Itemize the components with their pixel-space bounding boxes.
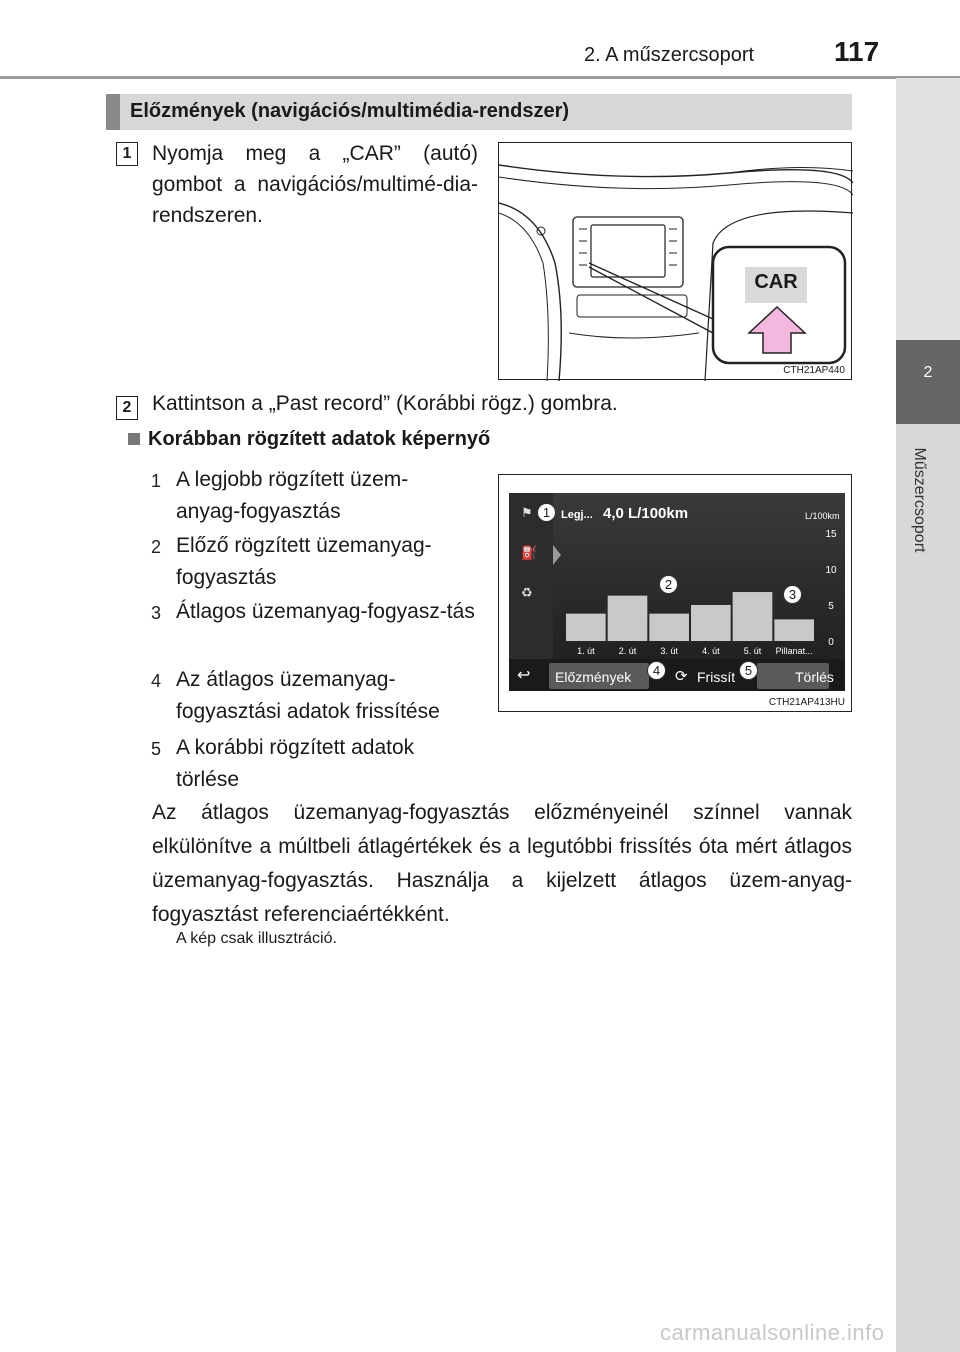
page-number: 117 [834,36,880,67]
figure-fuel-screen [498,474,852,712]
bar-label: 2. út [618,646,637,656]
best-label: Legj... [561,509,593,521]
y-tick-label: 10 [825,565,837,576]
callout-1: 1 [537,503,556,522]
unit-label: L/100km [805,511,840,521]
footnote: A kép csak illusztráció. [176,930,337,947]
figure-dashboard [498,142,852,380]
item-3-text: Átlagos üzemanyag-fogyasz-tás [176,600,475,623]
bar-label: Pillanat... [775,646,813,656]
update-button: Frissít [697,669,736,685]
step-1-text: Nyomja meg a „CAR” (autó) gombot a navigációs/multimé-dia-rendszeren. [152,142,478,227]
side-tab-top [896,78,960,340]
bar-label: 1. út [577,646,595,656]
subsection-heading-text: Korábban rögzített adatok képernyő [148,428,491,450]
back-icon: ↩ [517,667,531,684]
subsection-heading [128,428,490,451]
bar-label: 5. út [743,646,762,656]
step-1-marker: 1 [116,142,138,166]
fuel-bar [649,614,689,641]
dashboard-illustration [499,143,853,381]
body-paragraph: Az átlagos üzemanyag-fogyasztás előzményeinél színnel vannak elkülönítve a múltbeli átlagértékek és a legutóbbi frissítés óta mért átlagos üzemanyag-fogyasztás. Használja a kijelzett átlagos üzem-anyag-fogyasztást referenciaértékként. [152,801,852,926]
section-heading [106,94,852,130]
bar-label: 3. út [660,646,678,656]
callout-2: 2 [659,575,678,594]
bullet-square [128,433,140,445]
item-4-number: 4 [150,671,161,691]
item-1-number: 1 [150,471,161,491]
step-2-text: Kattintson a „Past record” (Korábbi rögz.) gombra. [152,392,618,415]
bar-label: 4. út [702,646,720,656]
figure-1-code: CTH21AP440 [783,365,845,376]
fuel-bar [733,592,773,641]
side-tab-bottom [896,424,960,1352]
y-tick-label: 15 [825,529,837,540]
refresh-icon: ⟳ [675,668,688,685]
item-5-text: A korábbi rögzített adatok törlése [176,736,415,791]
item-1-text: A legjobb rögzített üzem-anyag-fogyasztás [176,468,409,523]
fuel-bar [566,614,606,641]
item-2-text: Előző rögzített üzemanyag-fogyasztás [176,534,432,589]
chapter-label: Műszercsoport [911,447,928,553]
history-tab: Előzmények [555,669,632,685]
figure-2-code: CTH21AP413HU [768,697,845,708]
best-value: 4,0 L/100km [603,505,689,522]
callout-4: 4 [647,661,666,680]
item-4-text: Az átlagos üzemanyag-fogyasztási adatok frissítése [176,668,440,723]
chapter-number-tab: 2 [896,340,960,424]
callout-3: 3 [783,585,802,604]
flag-icon: ⚑ [521,505,533,520]
running-header-title: 2. A műszercsoport [584,44,755,66]
delete-button: Törlés [795,669,834,685]
y-tick-label: 5 [828,601,834,612]
step-2-marker: 2 [116,396,138,420]
watermark: carmanualsonline.info [660,1320,885,1345]
item-3-number: 3 [150,603,161,623]
fuel-bar [691,605,731,641]
item-2-number: 2 [150,537,161,557]
item-5-number: 5 [150,739,161,759]
fuel-bar [774,619,814,641]
callout-5: 5 [739,661,758,680]
eco-icon: ♻ [521,585,533,600]
y-tick-label: 0 [828,637,834,648]
car-button-label: CAR [754,271,798,293]
fuel-bar [608,596,648,641]
section-heading-text: Előzmények (navigációs/multimédia-rendszer) [130,100,570,122]
header-rule [0,76,960,79]
fuel-pump-icon: ⛽ [521,545,538,560]
